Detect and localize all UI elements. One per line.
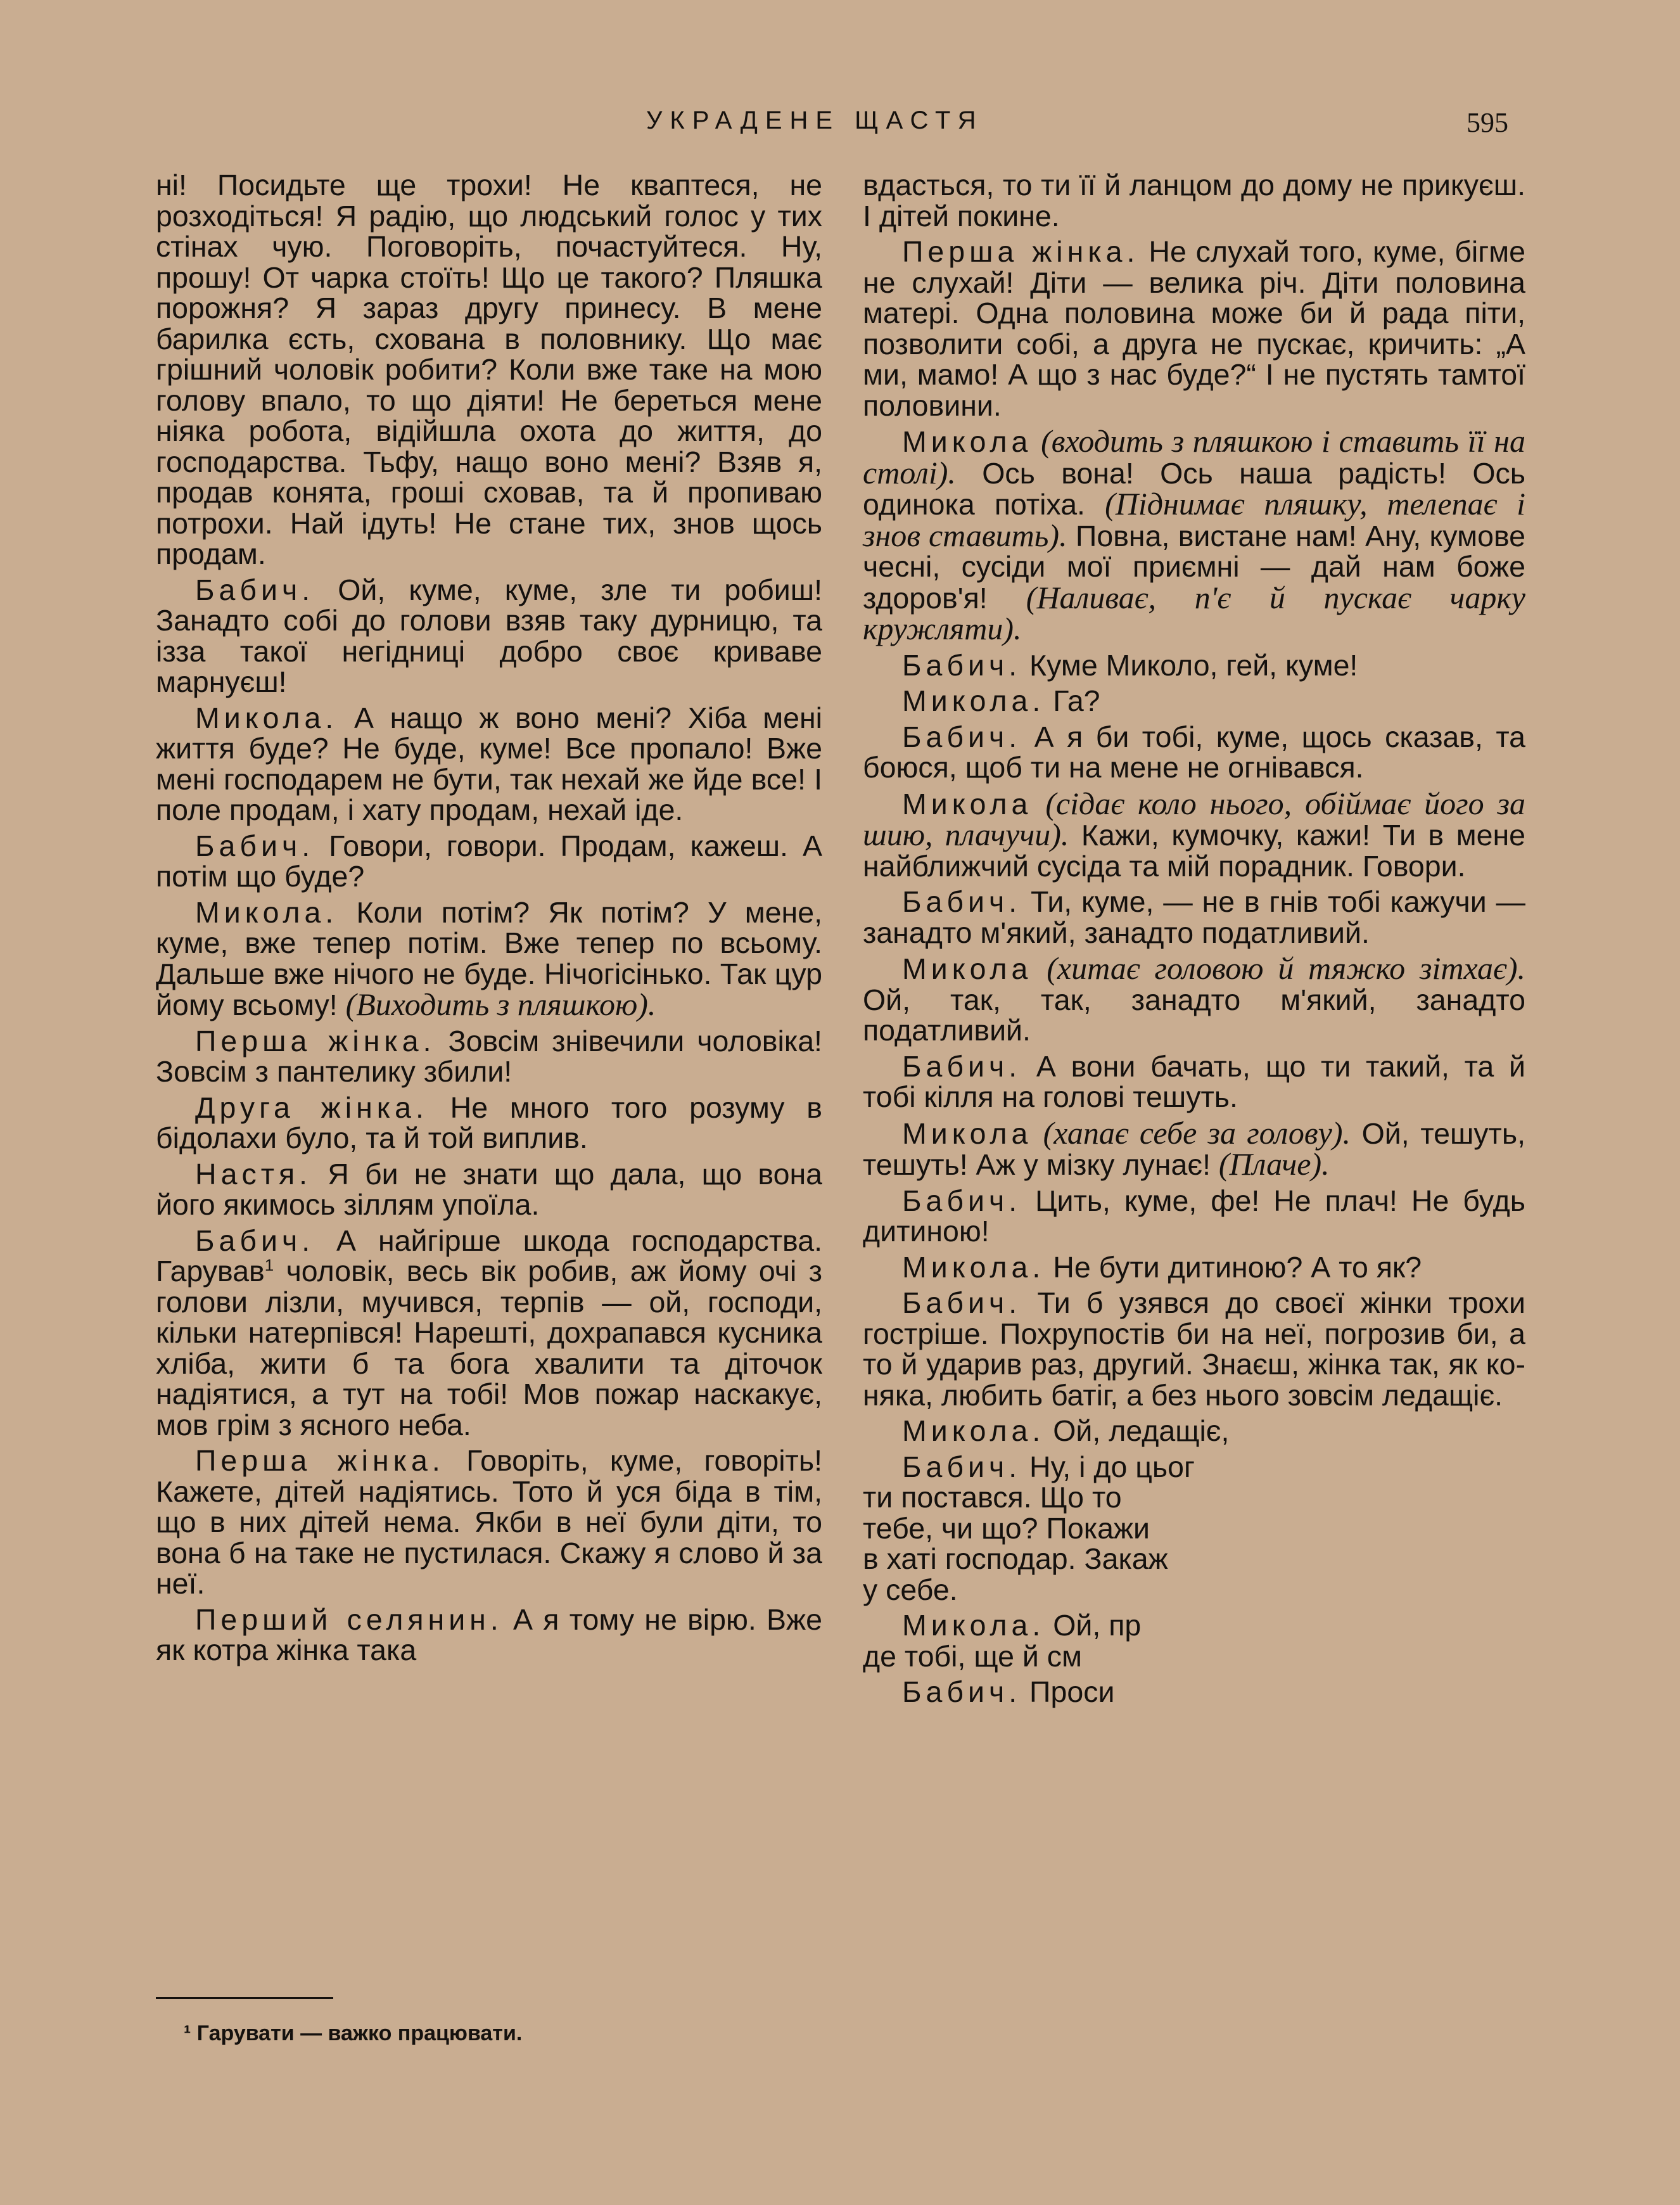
paragraph bbox=[863, 236, 1525, 421]
speaker-name: Микола bbox=[902, 952, 1033, 985]
footnote: ¹ Гарувати — важко працювати. bbox=[184, 2021, 523, 2045]
speaker-name: Перша жінка. bbox=[195, 1444, 445, 1477]
speaker-name: Друга жінка. bbox=[195, 1090, 428, 1124]
paragraph bbox=[863, 1677, 1525, 1708]
paragraph bbox=[863, 1288, 1525, 1410]
speaker-name: Бабич. bbox=[902, 1286, 1022, 1319]
paragraph bbox=[156, 1225, 822, 1441]
paragraph bbox=[863, 785, 1525, 883]
left-column bbox=[156, 170, 822, 1671]
speaker-name: Бабич. bbox=[902, 720, 1022, 753]
paragraph bbox=[156, 1092, 822, 1154]
paragraph bbox=[863, 886, 1525, 948]
speaker-name: Микола bbox=[902, 1116, 1033, 1150]
speaker-name: Микола. bbox=[195, 895, 338, 929]
paragraph bbox=[863, 1452, 1525, 1606]
paragraph: вдасться, то ти її й ланцом до дому не прикуєш. І дітей покине. bbox=[863, 169, 1525, 233]
paragraph bbox=[156, 1026, 822, 1087]
speaker-name: Перша жінка. bbox=[195, 1024, 436, 1058]
paragraph bbox=[863, 722, 1525, 783]
speech: Га? bbox=[1045, 684, 1100, 717]
paragraph bbox=[863, 1186, 1525, 1247]
speech: Не слухай того, куме, бігме не слухай! Діти — велика річ. Діти половина матері. Одна половина може би й рада піти, позволити собі, а друга не пускає, кричить: „А ми, мамо! А що з нас буде?“ І не пустять тамтої половини. bbox=[863, 235, 1525, 422]
speech: де тобі, ще й см bbox=[863, 1639, 1082, 1673]
speaker-name: Бабич. bbox=[902, 648, 1022, 682]
speech: чоловік, весь вік робив, аж йому очі з голови лізли, мучився, терпів — ой, господи, кільки натерпівся! Нарешті, дохрапався кусника хліба, жити б та бога хвалити та діточок надіятися, а тут на тобі! Мов пожар наскакує, мов грім з ясного неба. bbox=[156, 1255, 822, 1441]
speech: Повна, вистане нам! Ану, кумове чесні, сусіди мої приємні — дай нам боже здоров'я! bbox=[863, 519, 1525, 615]
speaker-name: Бабич. bbox=[902, 1675, 1022, 1708]
page-number: 595 bbox=[1467, 107, 1508, 138]
speech: Ой, куме, куме, зле ти робиш! Занадто собі до голови взяв таку дурницю, та ізза такої негідниці добро своє криваве марнуєш! bbox=[156, 573, 822, 698]
paragraph bbox=[156, 1604, 822, 1666]
stage-direction: (хапає себе за голову). bbox=[1032, 1115, 1351, 1151]
footnote-marker: 1 bbox=[264, 1255, 274, 1275]
stage-direction: (Плаче). bbox=[1218, 1146, 1330, 1182]
speech: Не много того розуму в бідолахи було, та й той виплив. bbox=[156, 1090, 823, 1154]
speaker-name: Бабич. bbox=[195, 1224, 315, 1257]
speech: Проси bbox=[1021, 1675, 1115, 1708]
speech: Ой, пр bbox=[1045, 1609, 1142, 1642]
speech: Не бути дитиною? А то як? bbox=[1045, 1250, 1422, 1284]
paragraph bbox=[863, 1416, 1525, 1447]
paragraph bbox=[156, 831, 822, 892]
stage-direction: (сідає коло нього, обіймає його за шию, плачучи). bbox=[863, 785, 1525, 852]
paragraph bbox=[863, 1051, 1525, 1113]
speech: тебе, чи що? Покажи bbox=[863, 1511, 1150, 1545]
speech: у себе. bbox=[863, 1573, 958, 1606]
speech: Ой, ледащіє, bbox=[1045, 1414, 1230, 1447]
speech: Зовсім знівечили чоловіка! Зовсім з пантелику збили! bbox=[156, 1024, 822, 1088]
paragraph bbox=[156, 575, 822, 698]
speech: Цить, куме, фе! Не плач! Не будь дитиною! bbox=[863, 1184, 1525, 1248]
speaker-name: Микола. bbox=[902, 684, 1045, 717]
paragraph bbox=[156, 703, 822, 826]
paragraph bbox=[863, 1115, 1525, 1182]
speech: в хаті господар. Закаж bbox=[863, 1542, 1168, 1575]
paragraph bbox=[156, 1159, 822, 1220]
speech: А я би тобі, куме, щось сказав, та боюся, щоб ти на мене не огнівався. bbox=[863, 720, 1525, 784]
paragraph bbox=[863, 423, 1525, 646]
paragraph bbox=[863, 950, 1525, 1047]
speech: Ой, тешуть, тешуть! Аж у мізку лунає! bbox=[863, 1116, 1525, 1181]
speech: А найгірше шкода господарства. Гарував bbox=[156, 1224, 822, 1288]
paragraph bbox=[863, 1252, 1525, 1283]
stage-direction: (хитає головою й тяжко зітхає). bbox=[1032, 950, 1525, 986]
speech: Ось вона! Ось наша радість! Ось одинока потіха. bbox=[863, 456, 1525, 521]
speech: Ти, куме, — не в гнів тобі кажучи — занадто м'який, занадто податливий. bbox=[863, 885, 1525, 949]
paragraph bbox=[863, 686, 1525, 717]
speech: ти постався. Що то bbox=[863, 1481, 1122, 1514]
stage-direction: (Піднимає пляшку, телепає і знов ставить). bbox=[863, 486, 1525, 553]
speaker-name: Бабич. bbox=[902, 1450, 1022, 1483]
speaker-name: Перший селянин. bbox=[195, 1602, 503, 1636]
speaker-name: Бабич. bbox=[195, 829, 315, 862]
speaker-name: Перша жінка. bbox=[902, 235, 1140, 268]
stage-direction: (Наливає, п'є й пускає чарку кружляти). bbox=[863, 579, 1525, 646]
speech: Говоріть, куме, говоріть! Кажете, дітей надіятись. Тото й уся біда в тім, що в них дітей нема. Якби в неї були діти, то вона б на таке не пустилася. Скажу я слово й за неї. bbox=[156, 1444, 822, 1600]
cropped-lines bbox=[863, 1416, 1525, 1708]
speech: Куме Миколо, гей, куме! bbox=[1021, 648, 1358, 682]
speech: А вони бачать, що ти такий, та й тобі кілля на голові тешуть. bbox=[863, 1049, 1525, 1113]
speech: А я тому не вірю. Вже як котра жінка така bbox=[156, 1602, 822, 1666]
speaker-name: Микола bbox=[902, 425, 1033, 458]
speaker-name: Микола bbox=[902, 787, 1033, 821]
stage-direction: (входить з пляшкою і ставить її на столі). bbox=[863, 423, 1525, 490]
speech: Кажи, кумочку, кажи! Ти в мене найближчий сусіда та мій порадник. Говори. bbox=[863, 819, 1525, 883]
paragraph bbox=[156, 1445, 822, 1599]
speech: А нащо ж воно мені? Хіба мені життя буде? Не буде, куме! Все пропало! Вже мені господарем не бути, так нехай же йде все! І поле продам, і хату продам, нехай іде. bbox=[156, 701, 822, 826]
speech: Ну, і до цьог bbox=[1021, 1450, 1195, 1483]
speech: Ти б узявся до своєї жінки трохи гостріше. Похрупостів би на неї, погрозив би, а то й ударив раз, другий. Знаєш, жінка так, як коняка, любить батіг, а без нього зовсім ледащіє. bbox=[863, 1286, 1525, 1412]
speech: Говори, говори. Продам, кажеш. А потім що буде? bbox=[156, 829, 822, 893]
footnote-rule bbox=[156, 1997, 333, 1999]
speaker-name: Бабич. bbox=[902, 1184, 1022, 1217]
speaker-name: Настя. bbox=[195, 1157, 312, 1191]
stage-direction: (Виходить з пляшкою). bbox=[345, 987, 656, 1022]
speaker-name: Микола. bbox=[902, 1609, 1045, 1642]
speaker-name: Бабич. bbox=[195, 573, 315, 606]
speech: Коли потім? Як потім? У мене, куме, вже тепер потім. Вже тепер по всьому. Дальше вже нічого не буде. Нічогісінько. Так цур йому всьому! bbox=[156, 895, 822, 1021]
paragraph: ні! Посидьте ще трохи! Не кваптеся, не розходіться! Я радію, що людський голос у тих стінах чую. Поговоріть, почастуйтеся. Ну, прошу! От чарка стоїть! Що це такого? Пляшка порожня? Я зараз другу принесу. В мене барилка єсть, схована в половнику. Що має грішний чоловік робити? Коли вже таке на мою голову впало, то що діяти! Не береться мене ніяка робота, відійшла охота до життя, до господарства. Тьфу, нащо воно мені? Взяв я, продав конята, гроші сховав, та й пропиваю потрохи. Най ідуть! Не стане тих, знов щось продам. bbox=[156, 169, 822, 570]
speaker-name: Микола. bbox=[195, 701, 338, 734]
paragraph bbox=[156, 897, 822, 1021]
speaker-name: Бабич. bbox=[902, 1049, 1022, 1083]
speech: Я би не знати що дала, що вона його якимось зіллям упоїла. bbox=[156, 1157, 822, 1221]
speaker-name: Бабич. bbox=[902, 885, 1022, 918]
speaker-name: Микола. bbox=[902, 1414, 1045, 1447]
paragraph bbox=[863, 650, 1525, 681]
speech: Ой, так, так, занадто м'який, занадто податливий. bbox=[863, 983, 1525, 1047]
running-title: УКРАДЕНЕ ЩАСТЯ bbox=[646, 106, 984, 134]
paragraph bbox=[863, 1610, 1525, 1671]
right-column bbox=[863, 170, 1525, 1713]
speaker-name: Микола. bbox=[902, 1250, 1045, 1284]
